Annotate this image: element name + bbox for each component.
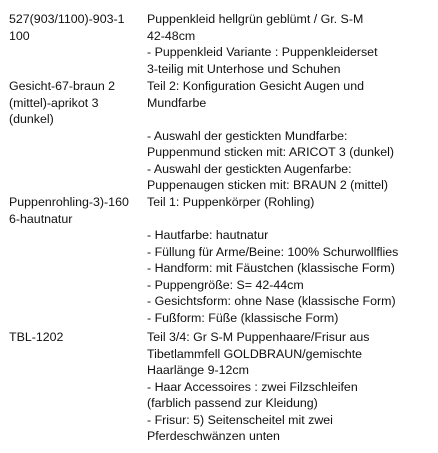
item-sku: Gesicht-67-braun 2 (mittel)-aprikot 3 (dunkel) <box>9 79 116 126</box>
description-line: - Frisur: 5) Seitenscheitel mit zwei <box>147 412 333 427</box>
description-line: 42-48cm <box>147 28 196 43</box>
description-line: - Puppengröße: S= 42-44cm <box>147 277 304 292</box>
item-sku: Puppenrohling-3)-160 6-hautnatur <box>9 195 129 226</box>
item-description <box>147 78 435 194</box>
description-line: - Auswahl der gestickten Mundfarbe: <box>147 128 348 143</box>
description-line: Haarlänge 9-12cm <box>147 363 249 377</box>
item-sku: 527(903/1100)-903-1 100 <box>9 12 125 43</box>
description-line: (farblich passend zur Kleidung) <box>147 396 318 410</box>
item-sku: TBL-1202 <box>9 330 64 344</box>
item-description <box>147 329 435 445</box>
description-line: Teil 2: Konfiguration Gesicht Augen und <box>147 79 364 93</box>
description-line: - Gesichtsform: ohne Nase (klassische Form) <box>147 294 396 308</box>
blank-line <box>147 111 435 128</box>
description-line: Puppenkleid hellgrün geblümt / Gr. S-M <box>147 12 364 26</box>
description-line: Puppenaugen sticken mit: BRAUN 2 (mittel) <box>147 178 389 192</box>
description-line: Tibetlammfell GOLDBRAUN/gemischte <box>147 346 363 361</box>
description-line: - Haar Accessoires : zwei Filzschleifen <box>147 379 358 394</box>
item-description <box>147 194 435 326</box>
description-line: - Hautfarbe: hautnatur <box>147 228 269 242</box>
description-line: - Puppenkleid Variante : Puppenkleiderset <box>147 45 378 59</box>
blank-line <box>147 211 435 228</box>
description-line: Teil 1: Puppenkörper (Rohling) <box>147 195 315 209</box>
description-line: - Fußform: Füße (klassische Form) <box>147 310 339 325</box>
description-line: 3-teilig mit Unterhose und Schuhen <box>147 61 341 76</box>
item-description <box>147 11 435 77</box>
description-line: - Handform: mit Fäustchen (klassische Form) <box>147 261 395 275</box>
description-line: Pferdeschwänzen unten <box>147 429 280 443</box>
description-line: Teil 3/4: Gr S-M Puppenhaare/Frisur aus <box>147 330 370 344</box>
description-line: - Füllung für Arme/Beine: 100% Schurwollflies <box>147 244 399 259</box>
description-line: Puppenmund sticken mit: ARICOT 3 (dunkel) <box>147 145 395 159</box>
description-line: - Auswahl der gestickten Augenfarbe: <box>147 161 352 176</box>
description-line: Mundfarbe <box>147 95 207 110</box>
